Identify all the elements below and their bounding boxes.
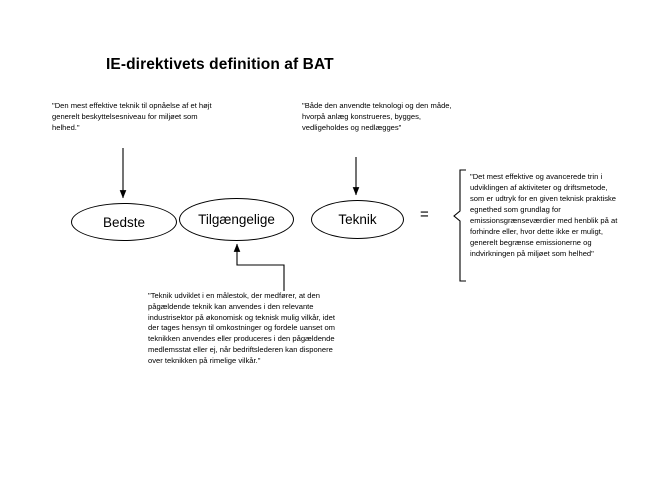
node-bedste[interactable] [71,203,177,241]
note-bedste: "Den mest effektive teknik til opnåelse af et højt generelt beskyttelsesniveau for miljøet som helhed." [52,101,212,132]
page-title: IE-direktivets definition af BAT [106,56,334,73]
node-teknik[interactable] [311,200,404,239]
node-tilgaengelige-label: Tilgængelige [198,212,275,227]
note-result: "Det mest effektive og avancerede trin i udviklingen af aktiviteter og driftsmetode, som er udtryk for en given teknisk praktiske egnethed som grundlag for emissionsgrænseværdier med henblik på at forhindre eller, hvor dette ikke er muligt, generelt begrænse emissionerne og indvirkningen på miljøet som helhed" [470,172,618,258]
brace-result [454,170,466,281]
node-tilgaengelige[interactable] [179,198,294,241]
node-bedste-label: Bedste [102,214,146,230]
equals-sign: = [420,206,429,223]
node-teknik-label: Teknik [338,212,377,227]
note-tilgaengelige: "Både den anvendte teknologi og den måde, hvorpå anlæg konstrueres, bygges, vedligeholdes og nedlægges" [302,101,452,132]
note-teknik: "Teknik udviklet i en målestok, der medfører, at den pågældende teknik kan anvendes i den relevante industrisektor på økonomisk og teknisk mulig vilkår, idet der tages hensyn til omkostninger og fordele uanset om teknikken anvendes eller produceres i den pågældende medlemsstat eller ej, når bedriftslederen kan disponere over teknikken på rimelige vilkår." [148,291,335,365]
arrow-tilgaengelige [237,244,284,291]
